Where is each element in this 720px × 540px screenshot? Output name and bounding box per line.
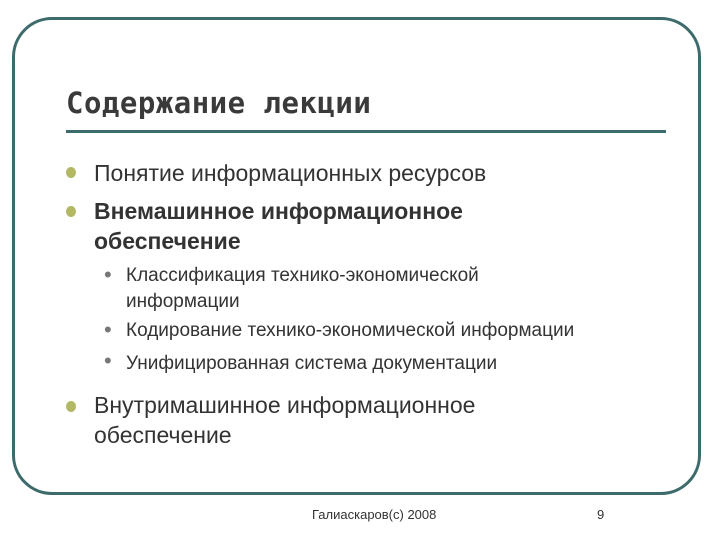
title-divider bbox=[66, 130, 666, 133]
sub-bullet-icon: • bbox=[104, 317, 112, 342]
bullet-dot-icon bbox=[66, 206, 76, 217]
list-item-information-resources: Понятие информационных ресурсов bbox=[94, 160, 487, 186]
list-item-external-support-line2: обеспечение bbox=[94, 228, 241, 254]
bullet-dot-icon bbox=[66, 167, 76, 178]
bullet-dot-icon bbox=[66, 401, 76, 412]
sub-bullet-icon: • bbox=[104, 348, 112, 373]
list-item-internal-support-line1: Внутримашинное информационное bbox=[94, 392, 476, 418]
sub-item-unified-documentation: Унифицированная система документации bbox=[126, 353, 498, 374]
list-item-external-support-line1: Внемашинное информационное bbox=[94, 198, 463, 224]
page-number: 9 bbox=[597, 507, 605, 522]
list-item-internal-support-line2: обеспечение bbox=[94, 422, 232, 448]
sub-item-classification-line2: информации bbox=[126, 291, 240, 312]
sub-item-classification-line1: Классификация технико-экономической bbox=[126, 265, 479, 286]
footer-author: Галиаскаров(с) 2008 bbox=[312, 507, 437, 522]
slide-title: Содержание лекции bbox=[66, 86, 372, 120]
sub-bullet-icon: • bbox=[104, 262, 112, 287]
sub-item-coding: Кодирование технико-экономической информации bbox=[126, 320, 575, 341]
